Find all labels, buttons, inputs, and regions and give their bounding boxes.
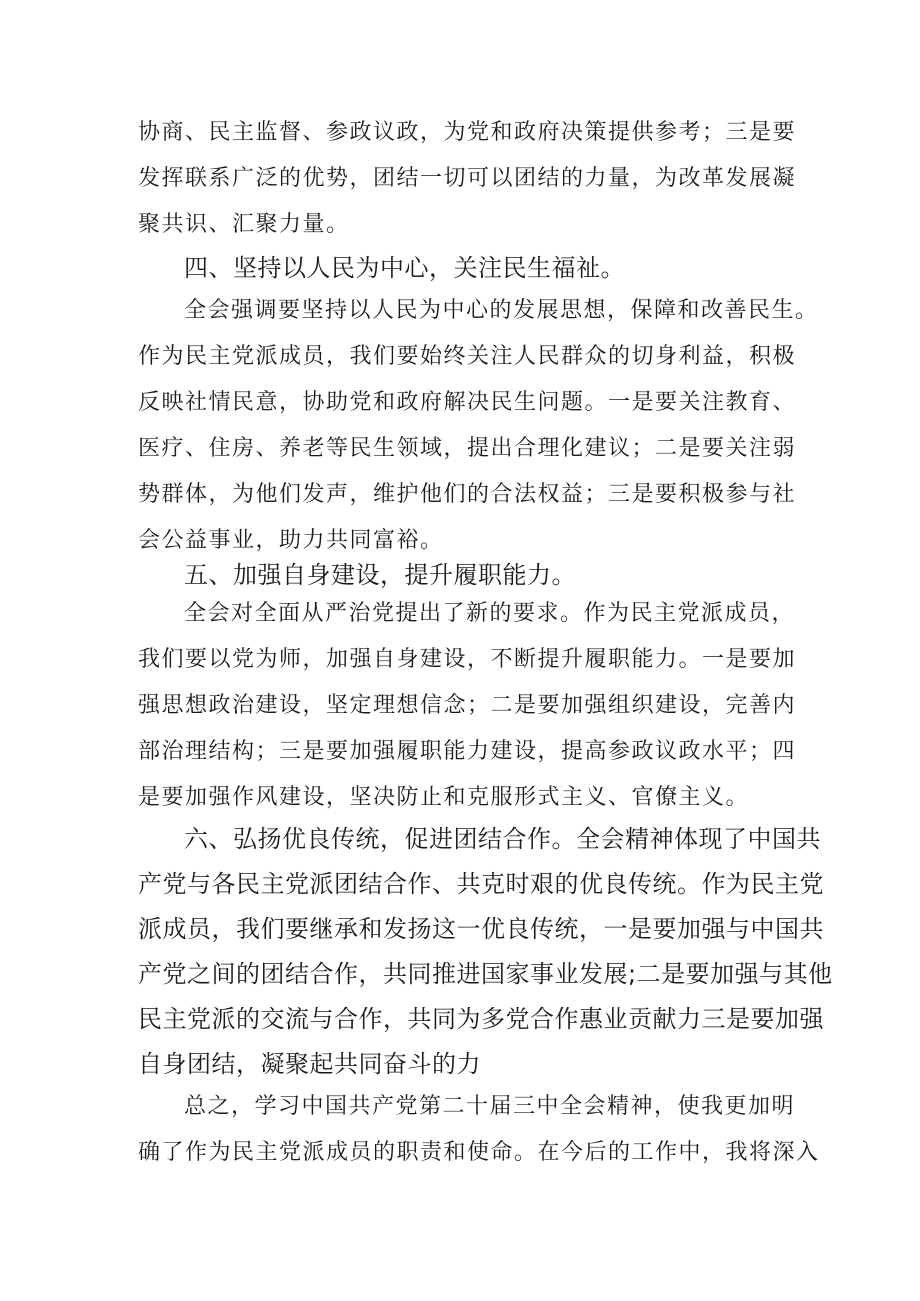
paragraph-line: 确了作为民主党派成员的职责和使命。在今后的工作中，我将深入 [138,1140,820,1165]
paragraph-line: 协商、民主监督、参政议政，为党和政府决策提供参考；三是要 [138,120,797,145]
paragraph-line: 总之，学习中国共产党第二十届三中全会精神，使我更加明 [184,1094,796,1119]
paragraph-line: 产党与各民主党派团结合作、共克时艰的优良传统。作为民主党 [138,870,824,898]
paragraph-line: 派成员，我们要继承和发扬这一优良传统，一是要加强与中国共 [138,915,824,943]
paragraph-line: 全会对全面从严治党提出了新的要求。作为民主党派成员， [184,601,796,626]
paragraph-line: 反映社情民意，协助党和政府解决民生问题。一是要关注教育、 [138,390,797,415]
paragraph-line: 全会强调要坚持以人民为中心的发展思想，保障和改善民生。 [184,298,819,323]
paragraph-line: 会公益事业，助力共同富裕。 [138,528,444,553]
paragraph-line: 产党之间的团结合作，共同推进国家事业发展;二是要加强与其他 [138,960,833,988]
paragraph-line: 聚共识、汇聚力量。 [138,212,350,237]
paragraph-line: 强思想政治建设，坚定理想信念；二是要加强组织建设，完善内 [138,693,797,718]
paragraph-line: 部治理结构；三是要加强履职能力建设，提高参政议政水平；四 [138,739,797,764]
section-heading-5: 五、加强自身建设，提升履职能力。 [184,561,576,589]
paragraph-line: 医疗、住房、养老等民生领域，提出合理化建议；二是要关注弱 [138,436,797,461]
paragraph-line: 自身团结，凝聚起共同奋斗的力 [138,1050,481,1078]
paragraph-line: 势群体，为他们发声，维护他们的合法权益；三是要积极参与社 [138,482,797,507]
paragraph-line: 民主党派的交流与合作，共同为多党合作惠业贡献力三是要加强 [138,1005,824,1033]
paragraph-line: 是要加强作风建设，坚决防止和克服形式主义、官僚主义。 [138,785,750,810]
paragraph-line: 六、弘扬优良传统，促进团结合作。全会精神体现了中国共 [184,825,821,853]
section-heading-4: 四、坚持以人民为中心，关注民生福祉。 [184,254,625,282]
paragraph-line: 作为民主党派成员，我们要始终关注人民群众的切身利益，积极 [138,344,797,369]
paragraph-line: 我们要以党为师，加强自身建设，不断提升履职能力。一是要加 [138,647,797,672]
paragraph-line: 发挥联系广泛的优势，团结一切可以团结的力量，为改革发展凝 [138,166,797,191]
